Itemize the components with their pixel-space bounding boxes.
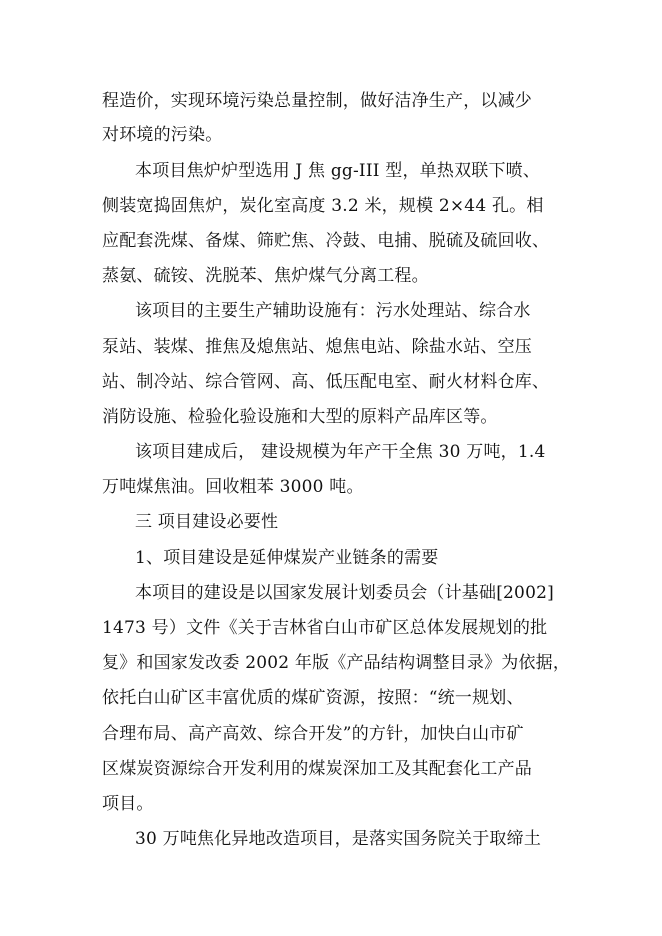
paragraph-line: 1473 号）文件《关于吉林省白山市矿区总体发展规划的批 (102, 618, 548, 638)
paragraph-line: 30 万吨焦化异地改造项目，是落实国务院关于取缔土 (135, 829, 542, 849)
paragraph-line: 程造价，实现环境污染总量控制，做好洁净生产，以减少 (102, 91, 532, 111)
paragraph-line: 应配套洗煤、备煤、筛贮焦、冷鼓、电捕、脱硫及硫回收、 (102, 231, 550, 251)
paragraph-line: 依托白山矿区丰富优质的煤矿资源，按照：“统一规划、 (102, 688, 524, 708)
paragraph-line: 合理布局、高产高效、综合开发”的方针，加快白山市矿 (102, 724, 524, 744)
paragraph-line: 项目。 (102, 794, 154, 814)
paragraph-line: 泵站、装煤、推焦及熄焦站、熄焦电站、除盐水站、空压 (102, 337, 532, 357)
paragraph-line: 蒸氨、硫铵、洗脱苯、焦炉煤气分离工程。 (102, 266, 429, 286)
paragraph-line: 本项目焦炉炉型选用 J 焦 gg-III 型，单热双联下喷、 (135, 161, 541, 181)
paragraph-line: 该项目建成后， 建设规模为年产干全焦 30 万吨，1.4 (135, 442, 546, 462)
paragraph-line: 侧装宽捣固焦炉，炭化室高度 3.2 米，规模 2×44 孔。相 (102, 196, 544, 216)
paragraph-line: 本项目的建设是以国家发展计划委员会（计基础[2002] (135, 583, 554, 603)
paragraph-line: 该项目的主要生产辅助设施有：污水处理站、综合水 (135, 301, 531, 321)
paragraph-line: 万吨煤焦油。回收粗苯 3000 吨。 (102, 477, 364, 497)
paragraph-line: 消防设施、检验化验设施和大型的原料产品库区等。 (102, 407, 498, 427)
paragraph-line: 区煤炭资源综合开发利用的煤炭深加工及其配套化工产品 (102, 759, 532, 779)
paragraph-line: 复》和国家发改委 2002 年版《产品结构调整目录》为依据， (102, 653, 571, 673)
paragraph-line: 站、制冷站、综合管网、高、低压配电室、耐火材料仓库、 (102, 372, 550, 392)
subsection-heading: 1、项目建设是延伸煤炭产业链条的需要 (135, 548, 439, 568)
section-heading: 三 项目建设必要性 (135, 512, 279, 532)
paragraph-line: 对环境的污染。 (102, 125, 223, 145)
